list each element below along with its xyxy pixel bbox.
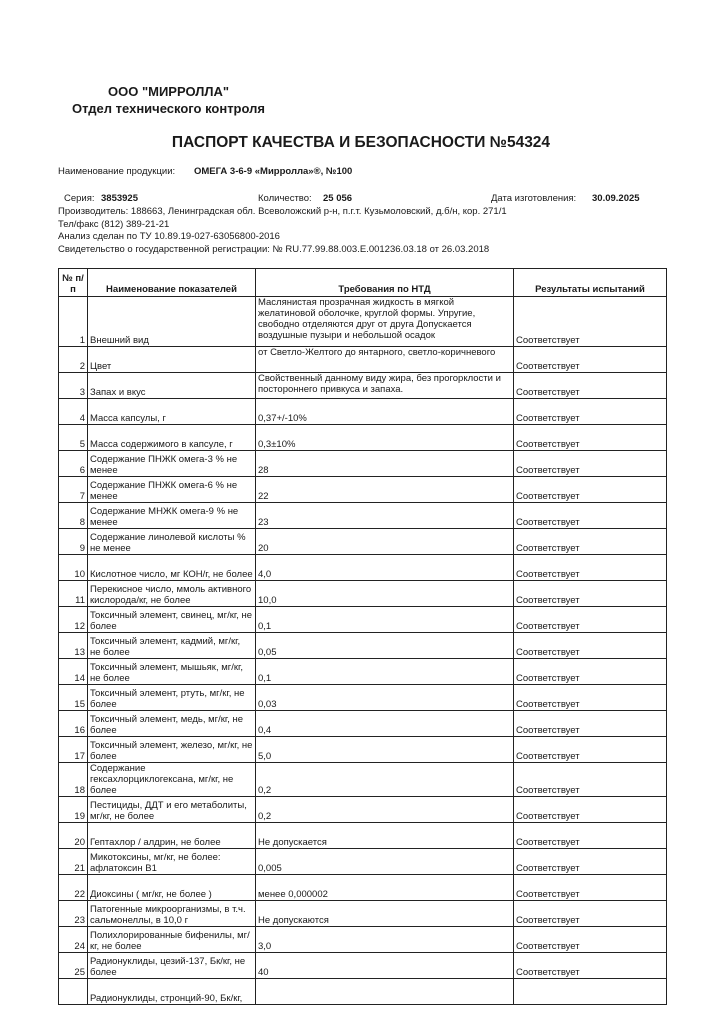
row-indicator-name: Содержание гексахлорциклогексана, мг/кг, не более: [88, 763, 256, 797]
row-number: 15: [59, 685, 88, 711]
table-row: [59, 451, 667, 477]
row-indicator-name: Полихлорированные бифенилы, мг/кг, не более: [88, 927, 256, 953]
row-number: 7: [59, 477, 88, 503]
table-row: [59, 529, 667, 555]
department-name: Отдел технического контроля: [72, 101, 265, 116]
row-number: 16: [59, 711, 88, 737]
row-result: Соответствует: [514, 685, 667, 711]
row-number: 12: [59, 607, 88, 633]
row-result: Соответствует: [514, 823, 667, 849]
table-row: [59, 633, 667, 659]
table-row: [59, 979, 667, 1005]
table-row: [59, 849, 667, 875]
row-result: Соответствует: [514, 529, 667, 555]
phone-line: Тел/факс (812) 389-21-21: [58, 219, 170, 230]
table-row: [59, 953, 667, 979]
row-indicator-name: Микотоксины, мг/кг, не более: афлатоксин В1: [88, 849, 256, 875]
table-row: [59, 399, 667, 425]
row-indicator-name: Пестициды, ДДТ и его метаболиты, мг/кг, не более: [88, 797, 256, 823]
row-number: 25: [59, 953, 88, 979]
manufacture-date-value: 30.09.2025: [592, 193, 640, 204]
row-indicator-name: Токсичный элемент, ртуть, мг/кг, не более: [88, 685, 256, 711]
row-requirement: 23: [256, 503, 514, 529]
row-result: Соответствует: [514, 763, 667, 797]
certificate-line: Свидетельство о государственной регистрации: № RU.77.99.88.003.Е.001236.03.18 от 26.03.2018: [58, 244, 490, 255]
quantity-value: 25 056: [323, 193, 353, 204]
row-result: Соответствует: [514, 875, 667, 901]
table-row: [59, 763, 667, 797]
product-name-value: ОМЕГА 3-6-9 «Мирролла»®, №100: [194, 166, 353, 177]
row-requirement: 22: [256, 477, 514, 503]
row-indicator-name: Содержание линолевой кислоты % не менее: [88, 529, 256, 555]
table-row: [59, 797, 667, 823]
row-requirement: 0,1: [256, 659, 514, 685]
row-number: 6: [59, 451, 88, 477]
row-number: 21: [59, 849, 88, 875]
manufacture-date-label: Дата изготовления:: [491, 193, 577, 204]
row-requirement: [256, 979, 514, 1005]
quality-table: [58, 268, 667, 1005]
header-requirements: Требования по НТД: [256, 269, 514, 297]
row-result: Соответствует: [514, 297, 667, 347]
row-indicator-name: Диоксины ( мг/кг, не более ): [88, 875, 256, 901]
row-requirement: 0,2: [256, 797, 514, 823]
row-indicator-name: Цвет: [88, 347, 256, 373]
table-row: [59, 927, 667, 953]
table-row: [59, 503, 667, 529]
table-row: [59, 685, 667, 711]
table-row: [59, 477, 667, 503]
row-requirement: 0,1: [256, 607, 514, 633]
series-value: 3853925: [101, 193, 138, 204]
row-requirement: 0,03: [256, 685, 514, 711]
table-row: [59, 425, 667, 451]
row-result: Соответствует: [514, 373, 667, 399]
header-num: № п/п: [59, 269, 88, 297]
row-requirement: 20: [256, 529, 514, 555]
row-result: Соответствует: [514, 607, 667, 633]
row-requirement: Свойственный данному виду жира, без прогорклости и постороннего привкуса и запаха.: [256, 373, 514, 399]
table-row: [59, 737, 667, 763]
table-header-row: [59, 269, 667, 297]
row-requirement: 0,05: [256, 633, 514, 659]
row-indicator-name: Токсичный элемент, свинец, мг/кг, не более: [88, 607, 256, 633]
row-result: Соответствует: [514, 477, 667, 503]
row-number: 22: [59, 875, 88, 901]
row-number: 11: [59, 581, 88, 607]
row-result: Соответствует: [514, 659, 667, 685]
row-indicator-name: Токсичный элемент, мышьяк, мг/кг, не более: [88, 659, 256, 685]
row-number: 4: [59, 399, 88, 425]
table-row: [59, 607, 667, 633]
row-result: Соответствует: [514, 901, 667, 927]
table-row: [59, 901, 667, 927]
table-row: [59, 659, 667, 685]
row-requirement: 28: [256, 451, 514, 477]
row-number: 1: [59, 297, 88, 347]
row-result: Соответствует: [514, 927, 667, 953]
row-indicator-name: Гептахлор / алдрин, не более: [88, 823, 256, 849]
row-requirement: Не допускаются: [256, 901, 514, 927]
row-number: 24: [59, 927, 88, 953]
row-requirement: 40: [256, 953, 514, 979]
row-requirement: менее 0,000002: [256, 875, 514, 901]
row-result: Соответствует: [514, 953, 667, 979]
row-indicator-name: Масса содержимого в капсуле, г: [88, 425, 256, 451]
org-name: ООО "МИРРОЛЛА": [108, 84, 230, 99]
table-row: [59, 875, 667, 901]
row-result: Соответствует: [514, 399, 667, 425]
document-title: ПАСПОРТ КАЧЕСТВА И БЕЗОПАСНОСТИ №54324: [171, 134, 551, 151]
row-number: 20: [59, 823, 88, 849]
row-requirement: 0,37+/-10%: [256, 399, 514, 425]
row-number: 8: [59, 503, 88, 529]
row-indicator-name: Патогенные микроорганизмы, в т.ч. сальмонеллы, в 10,0 г: [88, 901, 256, 927]
row-result: Соответствует: [514, 503, 667, 529]
row-result: Соответствует: [514, 633, 667, 659]
row-indicator-name: Перекисное число, ммоль активного кислорода/кг, не более: [88, 581, 256, 607]
row-indicator-name: Токсичный элемент, кадмий, мг/кг, не более: [88, 633, 256, 659]
row-result: Соответствует: [514, 555, 667, 581]
row-requirement: Маслянистая прозрачная жидкость в мягкой желатиновой оболочке, круглой формы. Упругие, свободно отделяются друг от друга Допускается воздушные пузыри и небольшой осадок: [256, 297, 514, 347]
row-number: 2: [59, 347, 88, 373]
row-result: Соответствует: [514, 849, 667, 875]
row-number: 10: [59, 555, 88, 581]
row-indicator-name: Масса капсулы, г: [88, 399, 256, 425]
analysis-line: Анализ сделан по ТУ 10.89.19-027-63056800-2016: [58, 231, 280, 242]
table-row: [59, 555, 667, 581]
row-number: 23: [59, 901, 88, 927]
header-results: Результаты испытаний: [514, 269, 667, 297]
row-requirement: 4,0: [256, 555, 514, 581]
table-row: [59, 297, 667, 347]
row-indicator-name: Содержание ПНЖК омега-3 % не менее: [88, 451, 256, 477]
row-number: 3: [59, 373, 88, 399]
header-name: Наименование показателей: [88, 269, 256, 297]
row-indicator-name: Токсичный элемент, железо, мг/кг, не более: [88, 737, 256, 763]
row-requirement: 5,0: [256, 737, 514, 763]
table-row: [59, 823, 667, 849]
table-row: [59, 373, 667, 399]
row-result: Соответствует: [514, 451, 667, 477]
row-requirement: 0,3±10%: [256, 425, 514, 451]
row-number: 18: [59, 763, 88, 797]
row-indicator-name: Токсичный элемент, медь, мг/кг, не более: [88, 711, 256, 737]
row-result: Соответствует: [514, 425, 667, 451]
row-result: Соответствует: [514, 711, 667, 737]
table-row: [59, 581, 667, 607]
row-indicator-name: Содержание ПНЖК омега-6 % не менее: [88, 477, 256, 503]
row-result: Соответствует: [514, 347, 667, 373]
row-number: 5: [59, 425, 88, 451]
row-indicator-name: Запах и вкус: [88, 373, 256, 399]
row-requirement: 0,4: [256, 711, 514, 737]
table-body: [59, 297, 667, 1005]
row-requirement: от Светло-Желтого до янтарного, светло-коричневого: [256, 347, 514, 373]
row-indicator-name: Кислотное число, мг КОН/г, не более: [88, 555, 256, 581]
row-requirement: Не допускается: [256, 823, 514, 849]
row-requirement: 10,0: [256, 581, 514, 607]
row-requirement: 0,2: [256, 763, 514, 797]
row-number: [59, 979, 88, 1005]
row-number: 14: [59, 659, 88, 685]
table-row: [59, 347, 667, 373]
row-requirement: 3,0: [256, 927, 514, 953]
row-result: Соответствует: [514, 581, 667, 607]
row-number: 17: [59, 737, 88, 763]
row-result: Соответствует: [514, 797, 667, 823]
row-indicator-name: Радионуклиды, цезий-137, Бк/кг, не более: [88, 953, 256, 979]
row-requirement: 0,005: [256, 849, 514, 875]
row-result: Соответствует: [514, 737, 667, 763]
manufacturer-line: Производитель: 188663, Ленинградская обл. Всеволожский р-н, п.г.т. Кузьмоловский, д.б/н, кор. 271/1: [58, 206, 507, 217]
row-number: 13: [59, 633, 88, 659]
row-result: [514, 979, 667, 1005]
row-indicator-name: Внешний вид: [88, 297, 256, 347]
row-number: 19: [59, 797, 88, 823]
product-name-label: Наименование продукции:: [58, 166, 176, 177]
row-number: 9: [59, 529, 88, 555]
row-indicator-name: Радионуклиды, стронций-90, Бк/кг,: [88, 979, 256, 1005]
table-row: [59, 711, 667, 737]
quantity-label: Количество:: [258, 193, 312, 204]
row-indicator-name: Содержание МНЖК омега-9 % не менее: [88, 503, 256, 529]
series-label: Серия:: [64, 193, 95, 204]
